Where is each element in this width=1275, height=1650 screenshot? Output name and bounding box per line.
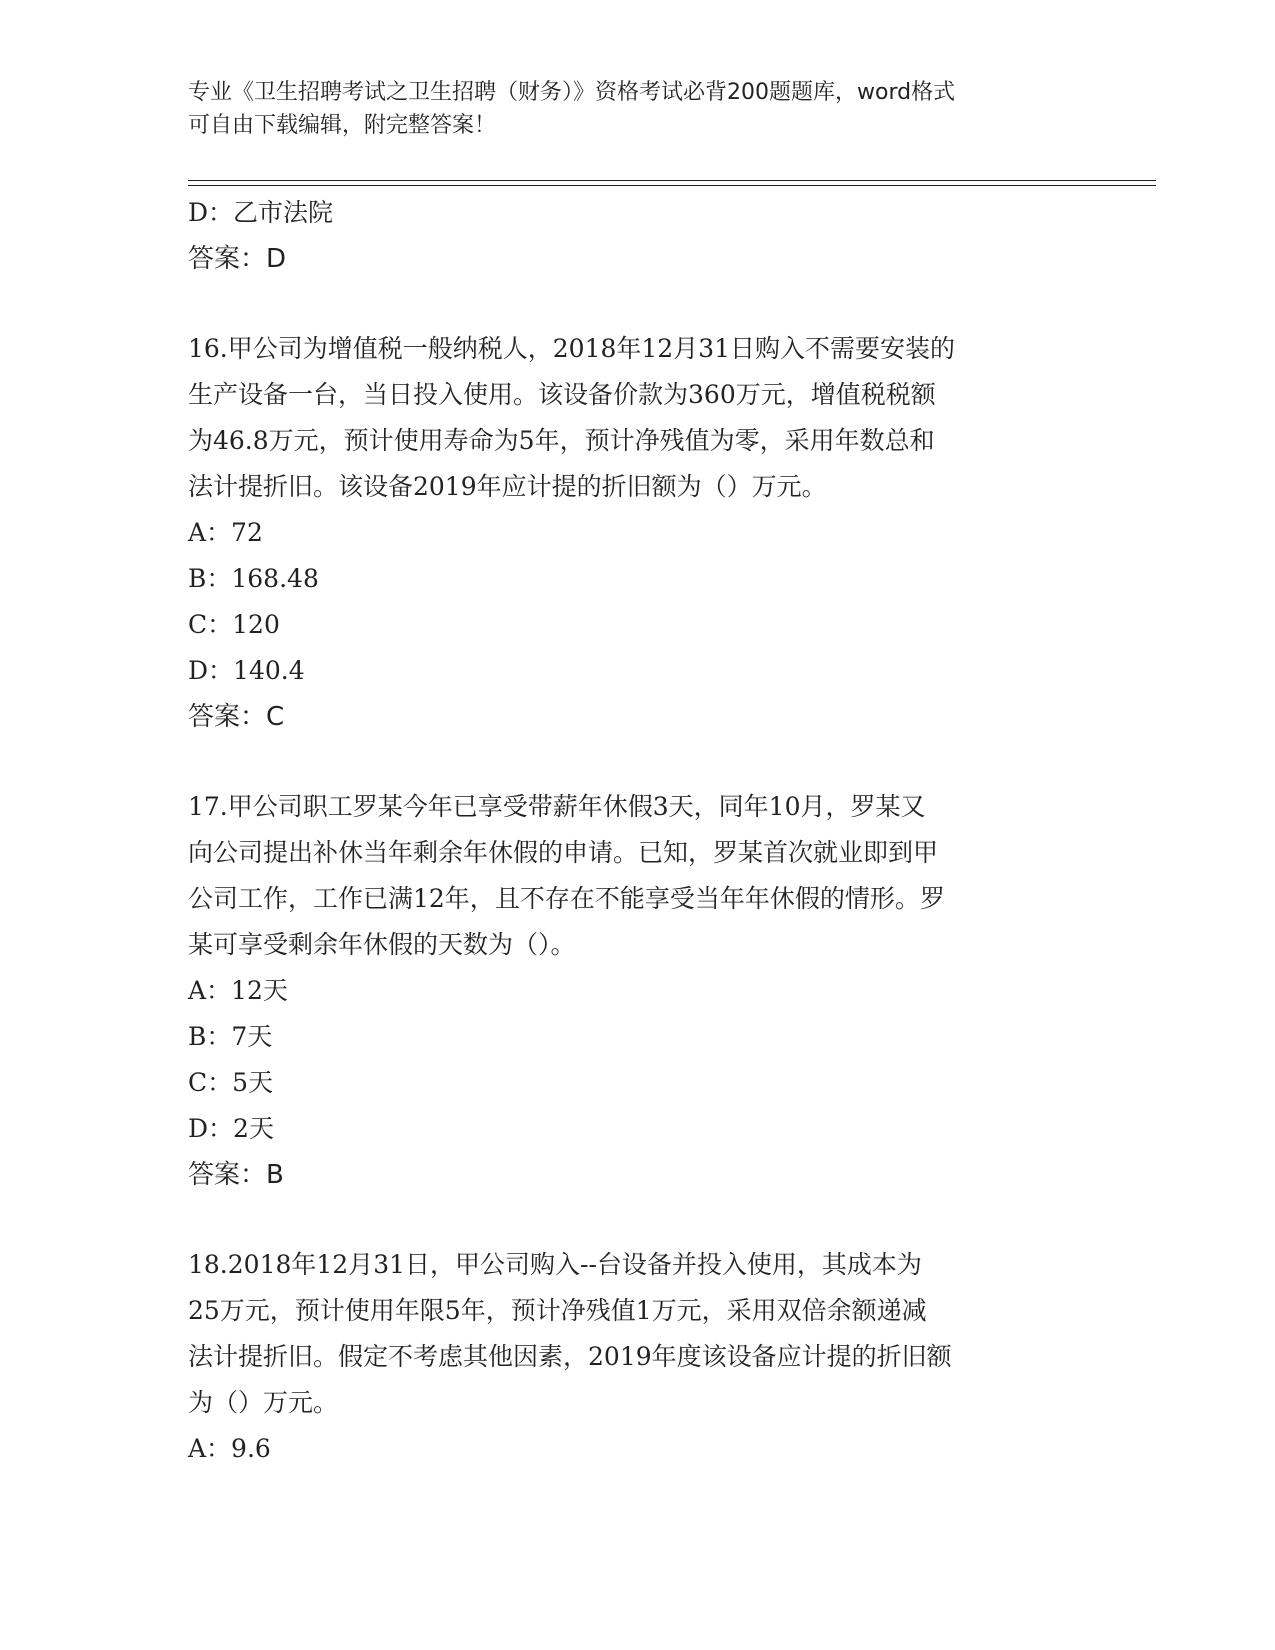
question-text-line: 25万元，预计使用年限5年，预计净残值1万元，采用双倍余额递减 [188, 1296, 927, 1325]
option-d: D：乙市法院 [188, 198, 334, 227]
option-a: A：72 [188, 518, 263, 547]
header-rule-top [188, 180, 1156, 181]
question-text-line: 公司工作，工作已满12年，且不存在不能享受当年年休假的情形。罗 [188, 884, 945, 913]
header-line-1: 专业《卫生招聘考试之卫生招聘（财务）》资格考试必背200题题库，word格式 [188, 80, 956, 105]
option-c: C：120 [188, 610, 280, 639]
question-text-line: 16.甲公司为增值税一般纳税人，2018年12月31日购入不需要安装的 [188, 334, 956, 363]
option-d: D：2天 [188, 1114, 274, 1143]
option-b: B：168.48 [188, 564, 319, 593]
spacer [188, 740, 1088, 784]
question-text-line: 为46.8万元，预计使用寿命为5年，预计净残值为零，采用年数总和 [188, 426, 935, 455]
question-16 [188, 326, 1088, 740]
question-text-line: 法计提折旧。假定不考虑其他因素，2019年度该设备应计提的折旧额 [188, 1342, 952, 1371]
question-text-line: 17.甲公司职工罗某今年已享受带薪年休假3天，同年10月，罗某又 [188, 792, 926, 821]
question-text-line: 向公司提出补休当年剩余年休假的申请。已知，罗某首次就业即到甲 [188, 838, 939, 867]
option-c: C：5天 [188, 1068, 274, 1097]
question-text-line: 生产设备一台，当日投入使用。该设备价款为360万元，增值税税额 [188, 380, 936, 409]
answer-line: 答案：D [188, 244, 287, 274]
question-text-line: 法计提折旧。该设备2019年应计提的折旧额为（）万元。 [188, 472, 827, 501]
spacer [188, 282, 1088, 326]
option-a: A：12天 [188, 976, 288, 1005]
previous-question-tail [188, 190, 1088, 282]
spacer [188, 1198, 1088, 1242]
question-text-line: 某可享受剩余年休假的天数为（）。 [188, 930, 576, 959]
header-line-2: 可自由下载编辑，附完整答案！ [188, 113, 497, 138]
option-d: D：140.4 [188, 656, 305, 685]
question-18 [188, 1242, 1088, 1472]
question-17 [188, 784, 1088, 1198]
question-text-line: 18.2018年12月31日，甲公司购入--台设备并投入使用，其成本为 [188, 1250, 922, 1279]
option-b: B：7天 [188, 1022, 273, 1051]
answer-line: 答案：C [188, 702, 285, 732]
question-text-line: 为（）万元。 [188, 1388, 339, 1417]
document-header [188, 76, 1088, 142]
header-rule-bottom [188, 185, 1156, 186]
option-a: A：9.6 [188, 1434, 271, 1463]
answer-line: 答案：B [188, 1160, 284, 1190]
document-body [188, 190, 1088, 1472]
